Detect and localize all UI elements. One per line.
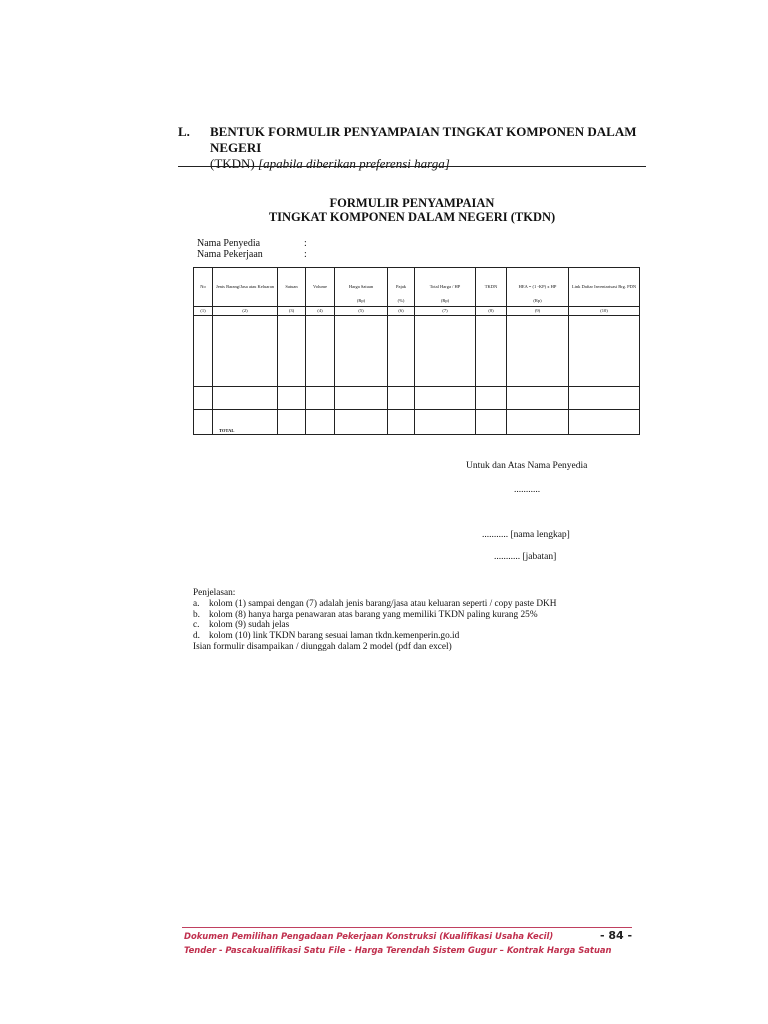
table-cell[interactable] — [278, 316, 306, 387]
section-title-tkdn: (TKDN) — [210, 156, 255, 171]
footer-line2: Tender - Pascakualifikasi Satu File - Harga Terendah Sistem Gugur – Kontrak Harga Satuan — [184, 945, 612, 955]
table-cell[interactable] — [415, 410, 476, 435]
notes-section — [193, 588, 556, 653]
table-header-cell: TKDN — [476, 268, 507, 307]
column-number: (7) — [415, 307, 476, 316]
table-header-cell: Total Harga / HP (Rp) — [415, 268, 476, 307]
table-cell[interactable] — [213, 387, 278, 410]
table-cell[interactable] — [335, 410, 388, 435]
table-cell[interactable] — [507, 387, 569, 410]
table-cell[interactable] — [569, 316, 640, 387]
form-title — [178, 196, 646, 224]
table-cell[interactable] — [194, 316, 213, 387]
column-number: (10) — [569, 307, 640, 316]
table-cell[interactable] — [476, 316, 507, 387]
table-cell[interactable] — [569, 387, 640, 410]
page-number: - 84 - — [600, 929, 633, 942]
table-header-cell: Harga Satuan (Rp) — [335, 268, 388, 307]
table-header-cell: HEA = (1 -KP) x HP (Rp) — [507, 268, 569, 307]
notes-closing: Isian formulir disampaikan / diunggah dalam 2 model (pdf dan excel) — [193, 641, 452, 652]
field-colon: : — [304, 249, 307, 260]
field-colon: : — [304, 238, 307, 249]
table-total-row — [194, 410, 640, 435]
section-title-line1: BENTUK FORMULIR PENYAMPAIAN TINGKAT KOMPONEN DALAM NEGERI — [210, 124, 637, 155]
footer-divider — [182, 927, 632, 928]
table-cell[interactable] — [278, 410, 306, 435]
table-cell[interactable] — [388, 410, 415, 435]
section-title — [210, 124, 650, 172]
tkdn-table — [193, 267, 640, 435]
form-title-line1: FORMULIR PENYAMPAIAN — [329, 196, 495, 210]
table-row — [194, 316, 640, 387]
table-cell[interactable] — [194, 387, 213, 410]
table-header-cell: No — [194, 268, 213, 307]
table-cell[interactable] — [213, 316, 278, 387]
table-row — [194, 387, 640, 410]
field-label-nama-penyedia: Nama Penyedia — [197, 238, 261, 249]
table-header-cell: Satuan — [278, 268, 306, 307]
table-cell[interactable] — [306, 387, 335, 410]
table-cell[interactable] — [335, 316, 388, 387]
table-cell[interactable] — [306, 316, 335, 387]
notes-item: c. kolom (9) sudah jelas — [193, 620, 290, 631]
notes-item: d. kolom (10) link TKDN barang sesuai laman tkdn.kemenperin.go.id — [193, 631, 460, 642]
section-title-line2 — [210, 156, 650, 172]
field-label-nama-pekerjaan: Nama Pekerjaan — [197, 249, 263, 260]
column-number: (2) — [213, 307, 278, 316]
signature-position: ........... [jabatan] — [494, 552, 557, 562]
table-cell[interactable] — [278, 387, 306, 410]
total-label: TOTAL — [213, 410, 278, 435]
footer-text — [184, 929, 612, 957]
footer-line1: Dokumen Pemilihan Pengadaan Pekerjaan Konstruksi (Kualifikasi Usaha Kecil) — [184, 931, 554, 941]
table-header-cell: Link Daftar Inventarisasi Brg. PDN — [569, 268, 640, 307]
table-cell[interactable] — [476, 387, 507, 410]
signature-on-behalf: Untuk dan Atas Nama Penyedia — [466, 461, 588, 471]
column-number: (8) — [476, 307, 507, 316]
table-cell[interactable] — [507, 316, 569, 387]
notes-heading: Penjelasan: — [193, 588, 236, 598]
notes-item: a. kolom (1) sampai dengan (7) adalah jenis barang/jasa atau keluaran seperti / copy paste DKH — [193, 598, 557, 609]
column-number: (9) — [507, 307, 569, 316]
table-cell[interactable] — [415, 316, 476, 387]
table-cell[interactable] — [569, 410, 640, 435]
signature-full-name: ........... [nama lengkap] — [482, 530, 570, 540]
column-number: (1) — [194, 307, 213, 316]
table-number-row — [194, 307, 640, 316]
table-header-cell: Pajak (%) — [388, 268, 415, 307]
notes-item: b. kolom (8) hanya harga penawaran atas barang yang memiliki TKDN paling kurang 25% — [193, 609, 538, 620]
table-cell[interactable] — [306, 410, 335, 435]
table-cell[interactable] — [415, 387, 476, 410]
table-cell[interactable] — [335, 387, 388, 410]
section-title-note: [apabila diberikan preferensi harga] — [258, 156, 450, 171]
column-number: (4) — [306, 307, 335, 316]
column-number: (6) — [388, 307, 415, 316]
table-header-cell: Jenis Barang/Jasa atau Keluaran — [213, 268, 278, 307]
table-cell[interactable] — [507, 410, 569, 435]
table-cell[interactable] — [476, 410, 507, 435]
section-divider — [178, 166, 646, 167]
form-title-line2: TINGKAT KOMPONEN DALAM NEGERI (TKDN) — [268, 210, 556, 224]
table-cell — [194, 410, 213, 435]
table-header-row — [194, 268, 640, 307]
signature-dots: ........... — [514, 485, 541, 495]
column-number: (5) — [335, 307, 388, 316]
column-number: (3) — [278, 307, 306, 316]
table-header-cell: Volume — [306, 268, 335, 307]
table-cell[interactable] — [388, 316, 415, 387]
table-cell[interactable] — [388, 387, 415, 410]
section-letter: L. — [178, 124, 190, 139]
